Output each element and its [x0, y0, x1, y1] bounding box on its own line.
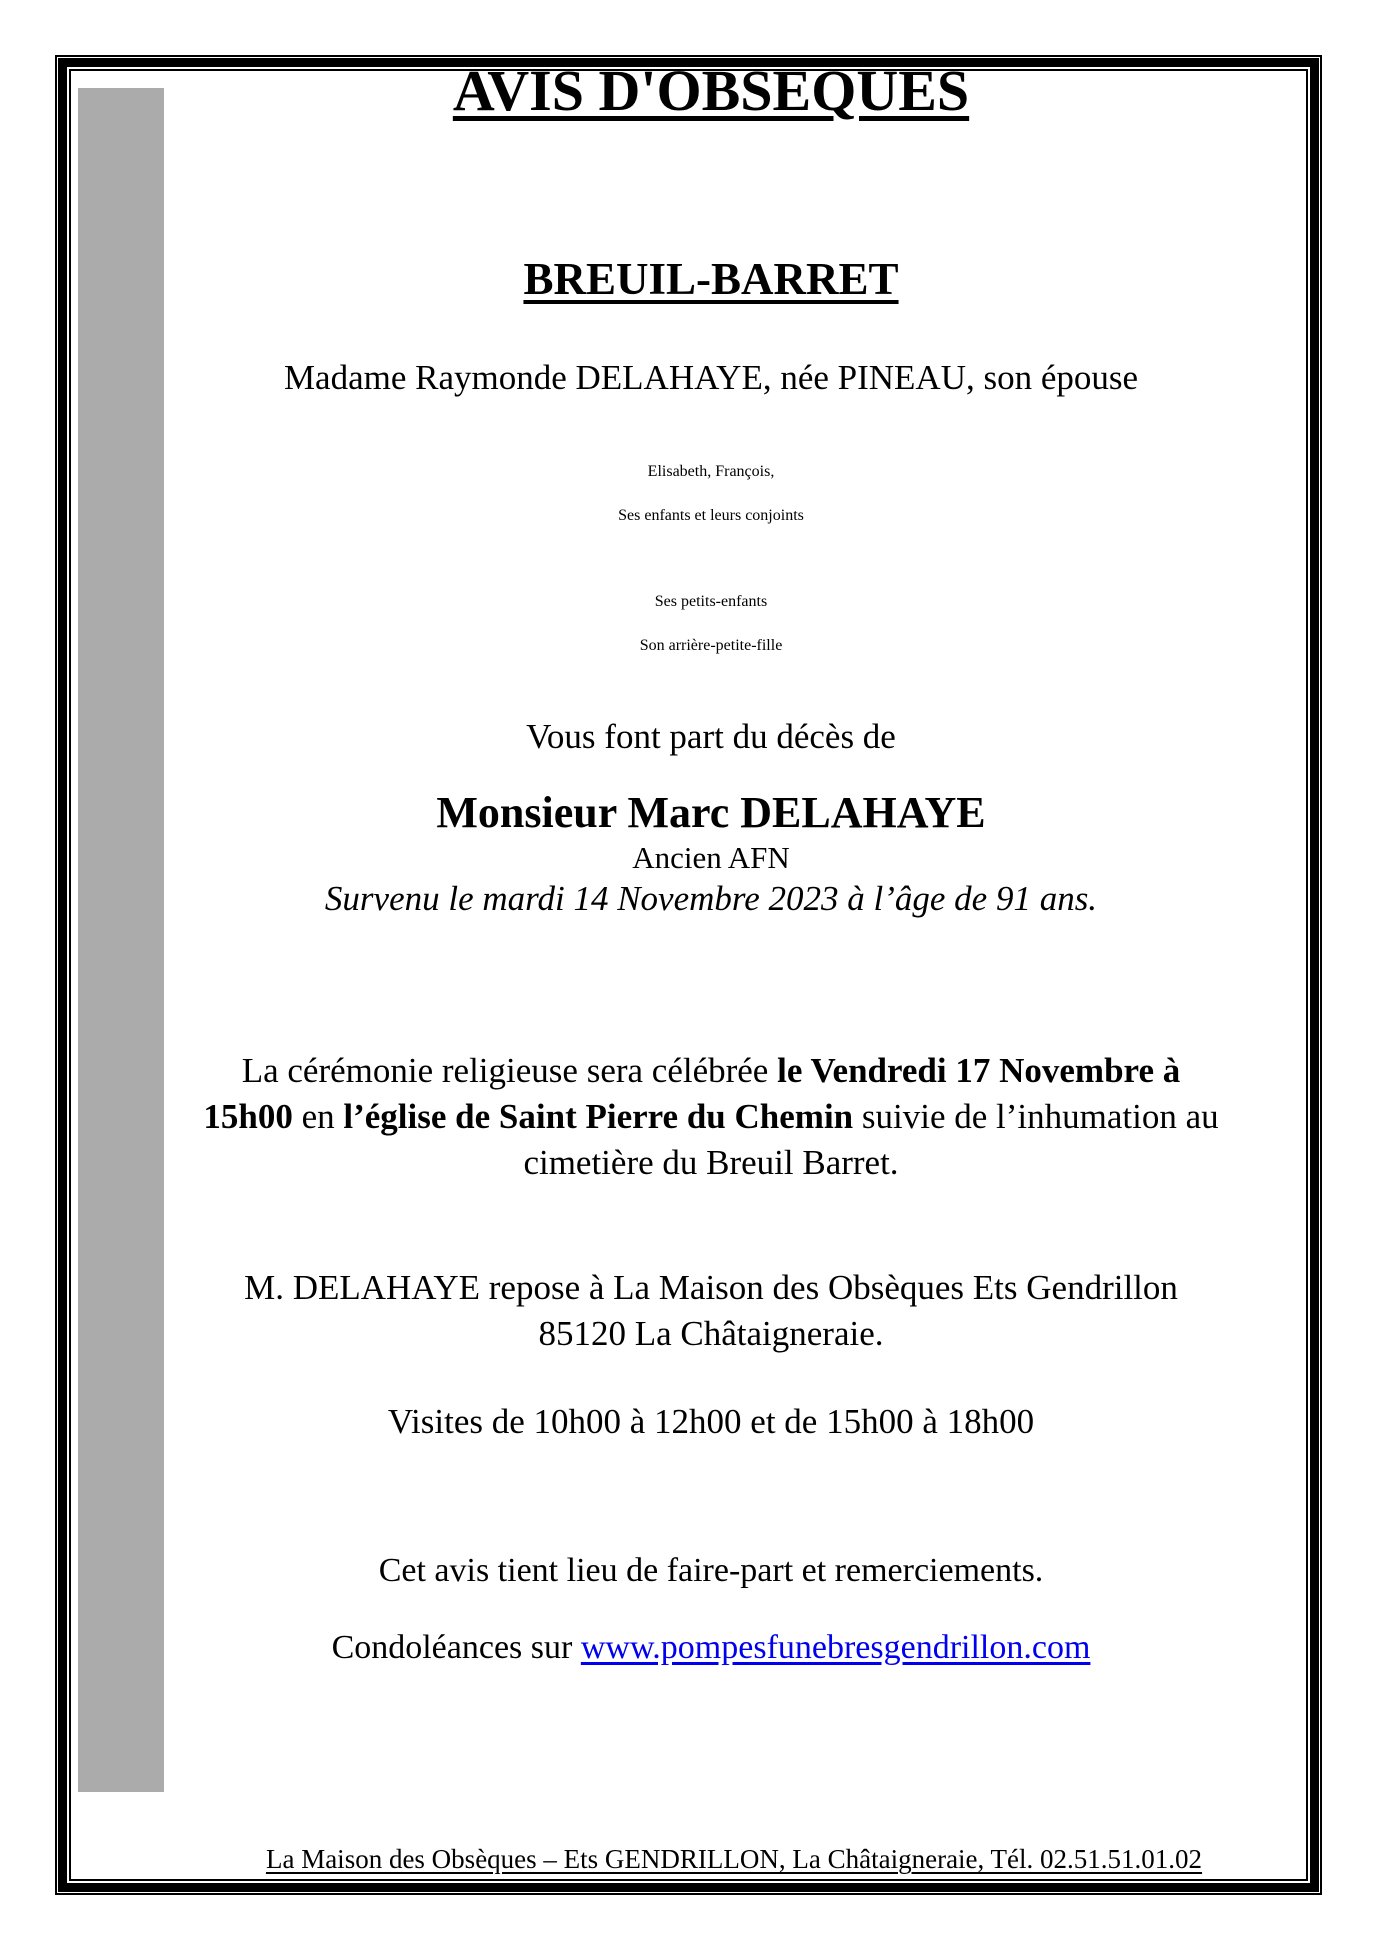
- condolences-line: [170, 1631, 1252, 1665]
- ceremony-text-segment: suivie de l’inhumation au: [853, 1097, 1219, 1136]
- ceremony-line-1: [170, 1048, 1252, 1094]
- children-line-2: Ses enfants et leurs conjoints: [618, 507, 804, 524]
- death-date-line: Survenu le mardi 14 Novembre 2023 à l’âge de 91 ans.: [324, 879, 1098, 918]
- repose-line-2: 85120 La Châtaigneraie.: [538, 1314, 884, 1353]
- page-title: AVIS D'OBSEQUES: [452, 58, 970, 123]
- ceremony-line-2: [170, 1094, 1252, 1140]
- children-line-1: Elisabeth, François,: [647, 463, 775, 480]
- ceremony-text-segment: cimetière du Breuil Barret.: [523, 1143, 899, 1182]
- ceremony-text-segment: 15h00: [203, 1097, 293, 1136]
- grandchildren-line-2: Son arrière-petite-fille: [639, 637, 783, 654]
- repose-line-1: M. DELAHAYE repose à La Maison des Obsèques Ets Gendrillon: [244, 1268, 1178, 1307]
- grandchildren-block: [170, 580, 1252, 668]
- ceremony-text-segment: le Vendredi 17 Novembre à: [777, 1051, 1181, 1090]
- spouse-line: Madame Raymonde DELAHAYE, née PINEAU, son épouse: [283, 358, 1139, 397]
- repose-block: [170, 1265, 1252, 1357]
- ceremony-paragraph: [170, 1048, 1252, 1186]
- ceremony-text-segment: La cérémonie religieuse sera célébrée: [241, 1051, 778, 1090]
- city-heading: BREUIL-BARRET: [523, 254, 899, 304]
- condolences-website-link[interactable]: www.pompesfunebresgendrillon.com: [580, 1629, 1091, 1666]
- ceremony-text-segment: l’église de Saint Pierre du Chemin: [343, 1097, 854, 1136]
- deceased-subtitle: Ancien AFN: [632, 840, 790, 875]
- children-block: [170, 450, 1252, 538]
- deceased-name: Monsieur Marc DELAHAYE: [436, 788, 986, 837]
- sidebar-textbox: [78, 88, 164, 1792]
- page-border-frame-inner: [69, 69, 1308, 1881]
- visits-line: Visites de 10h00 à 12h00 et de 15h00 à 18h00: [387, 1402, 1035, 1441]
- ceremony-line-3: [170, 1140, 1252, 1186]
- page-border-frame: [55, 55, 1322, 1895]
- grandchildren-line-1: Ses petits-enfants: [654, 593, 768, 610]
- page-border-frame-mid: [58, 58, 1319, 1892]
- footer-funeral-home: [170, 1846, 1298, 1873]
- ceremony-text-segment: en: [292, 1097, 344, 1136]
- footer-text: La Maison des Obsèques – Ets GENDRILLON, La Châtaigneraie, Tél. 02.51.51.01.02: [265, 1844, 1203, 1874]
- notice-line: Cet avis tient lieu de faire-part et remerciements.: [378, 1552, 1044, 1589]
- announcement-line: Vous font part du décès de: [526, 717, 896, 756]
- condolences-prefix: Condoléances sur: [331, 1629, 581, 1666]
